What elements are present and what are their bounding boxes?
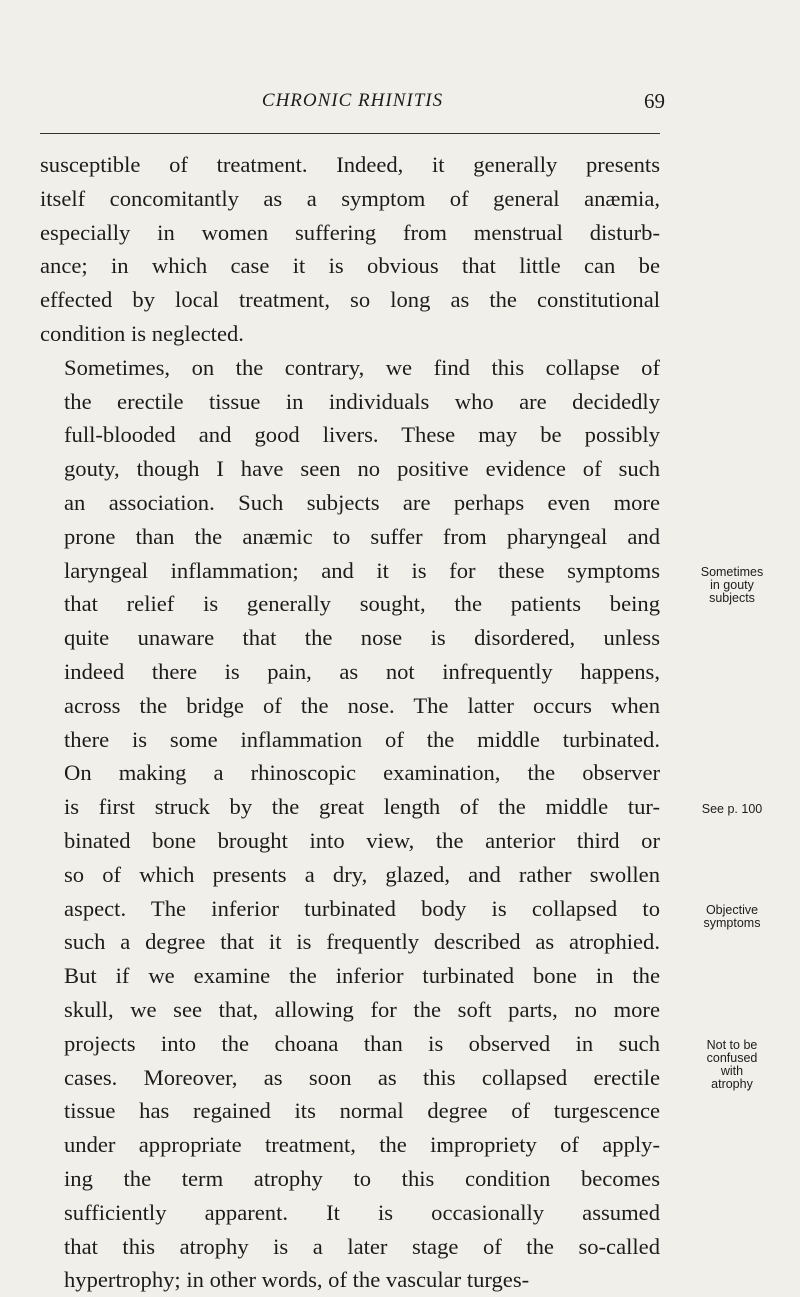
body-text <box>40 148 660 1297</box>
page-header <box>40 78 665 118</box>
page-number: 69 <box>644 89 665 113</box>
text-line: itself concomitantly as a symptom of general anæmia, <box>40 185 660 211</box>
side-note-line: symptoms <box>703 916 761 930</box>
text-line: Sometimes, on the contrary, we find this collapse of <box>64 354 660 380</box>
paragraph <box>40 756 660 1297</box>
side-note-line: See p. 100 <box>701 802 763 816</box>
text-line: skull, we see that, allowing for the soft parts, no more <box>64 996 660 1022</box>
side-note <box>666 566 798 605</box>
paragraph <box>40 148 660 351</box>
text-line: such a degree that it is frequently described as atrophied. <box>64 929 660 955</box>
running-head: CHRONIC RHINITIS <box>261 90 444 111</box>
text-line: under appropriate treatment, the impropriety of apply- <box>64 1132 660 1158</box>
text-line: full-blooded and good livers. These may be possibly <box>64 422 660 448</box>
side-note <box>666 1039 798 1091</box>
paragraph <box>40 351 660 757</box>
header-rule <box>40 133 660 134</box>
side-note <box>666 904 798 930</box>
side-note-line: with <box>720 1064 744 1078</box>
text-line: an association. Such subjects are perhaps even more <box>64 489 660 515</box>
side-note <box>666 803 798 816</box>
text-line: On making a rhinoscopic examination, the observer <box>64 760 660 786</box>
side-note-line: in gouty <box>710 578 754 592</box>
text-line: aspect. The inferior turbinated body is collapsed to <box>64 895 660 921</box>
side-note-line: Not to be <box>706 1038 758 1052</box>
text-line: laryngeal inflammation; and it is for these symptoms <box>64 557 660 583</box>
text-line: especially in women suffering from menstrual disturb- <box>40 219 660 245</box>
text-line: indeed there is pain, as not infrequently happens, <box>64 658 660 684</box>
side-note-line: Objective <box>705 903 759 917</box>
text-line: cases. Moreover, as soon as this collapsed erectile <box>64 1064 660 1090</box>
side-note-line: atrophy <box>711 1077 753 1091</box>
text-line: quite unaware that the nose is disordered, unless <box>64 625 660 651</box>
text-line: prone than the anæmic to suffer from pharyngeal and <box>64 523 660 549</box>
text-line: But if we examine the inferior turbinated bone in the <box>64 963 660 989</box>
text-line: so of which presents a dry, glazed, and rather swollen <box>64 861 660 887</box>
text-line: across the bridge of the nose. The latter occurs when <box>64 692 660 718</box>
text-line: the erectile tissue in individuals who are decidedly <box>64 388 660 414</box>
text-line: projects into the choana than is observed in such <box>64 1030 660 1056</box>
text-line: tissue has regained its normal degree of turgescence <box>64 1098 660 1124</box>
text-line: gouty, though I have seen no positive evidence of such <box>64 456 660 482</box>
side-note-line: Sometimes <box>700 565 764 579</box>
text-line: is first struck by the great length of the middle tur- <box>64 794 660 820</box>
text-line: sufficiently apparent. It is occasionally assumed <box>64 1199 660 1225</box>
side-note-line: subjects <box>709 591 755 605</box>
text-line: susceptible of treatment. Indeed, it generally presents <box>40 152 660 177</box>
text-line: condition is neglected. <box>40 320 244 346</box>
text-line: binated bone brought into view, the anterior third or <box>64 827 660 853</box>
text-line: ing the term atrophy to this condition becomes <box>64 1165 660 1191</box>
text-line: that this atrophy is a later stage of the so-called <box>64 1233 660 1259</box>
text-line: ance; in which case it is obvious that little can be <box>40 253 660 279</box>
text-line: hypertrophy; in other words, of the vascular turges- <box>64 1267 530 1293</box>
side-note-line: confused <box>706 1051 758 1065</box>
text-line: there is some inflammation of the middle turbinated. <box>64 726 660 752</box>
text-line: that relief is generally sought, the patients being <box>64 591 660 617</box>
text-line: effected by local treatment, so long as the constitutional <box>40 287 660 313</box>
